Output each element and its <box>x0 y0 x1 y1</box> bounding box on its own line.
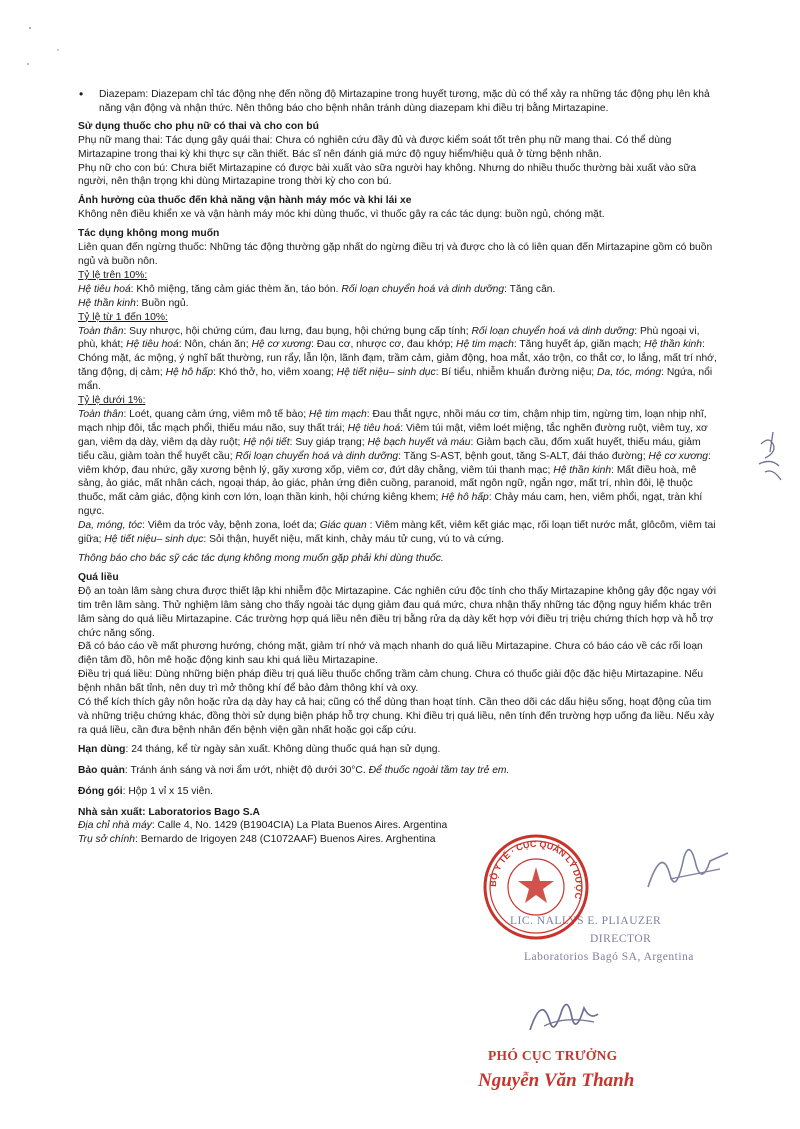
adverse-group1-title: Tỷ lệ trên 10%: <box>78 269 148 281</box>
signer-company: Laboratorios Bagó SA, Argentina <box>524 951 694 963</box>
overdose-paragraph-3: Điều trị quá liều: Dùng những biện pháp điều trị quá liều thuốc chống trầm cảm chung. Chưa có thuốc giải độc đặc hiệu Mirtazapine. Nếu bệnh nhân bất tỉnh, nên duy trì mở thông khí để bảo đảm thông khí và oxy. <box>78 669 704 695</box>
diazepam-label: Diazepam <box>99 89 146 100</box>
scan-corner-marks <box>20 20 80 80</box>
shelf-life: Hạn dùng: 24 tháng, kể từ ngày sản xuất. Không dùng thuốc quá hạn sử dụng. <box>78 743 441 755</box>
manufacturer: Nhà sản xuất: Laboratorios Bago S.A <box>78 806 260 818</box>
overdose-heading: Quá liều <box>78 571 119 583</box>
diazepam-text: : Diazepam chỉ tác động nhẹ đến nồng độ Mirtazapine trong huyết tương, mặc dù có thể xảy ra những tác động phụ lên khả năng vận động và nhận thức. Nên thông báo cho bệnh nhân tránh dùng diazepam khi điều trị bằng Mirtazapine. <box>99 89 710 114</box>
signer-title: DIRECTOR <box>590 933 652 945</box>
adverse-notice: Thông báo cho bác sỹ các tác dụng không mong muốn gặp phải khi dùng thuốc. <box>78 553 444 564</box>
adverse-intro: Liên quan đến ngừng thuốc: Những tác động thường gặp nhất do ngừng điều trị và được cho là có liên quan đến Mirtazapine gồm có buồn ngủ và buồn nôn. <box>78 242 713 267</box>
adverse-group1-line2: Hệ thần kinh: Buồn ngủ. <box>78 297 189 309</box>
margin-handwriting-icon <box>755 430 790 485</box>
pregnancy-paragraph: Phụ nữ mang thai: Tác dụng gây quái thai: Chưa có nghiên cứu đầy đủ và được kiểm soát tốt trên phụ nữ mang thai. Có thể dùng Mirtazapine trong thai kỳ khi thực sự cần thiết. Bác sĩ nên đánh giá mức độ nguy hiểm/hiệu quả ở từng bệnh nhân. <box>78 134 672 160</box>
signature-center-icon <box>524 990 604 1045</box>
overdose-paragraph-2: Đã có báo cáo về mất phương hướng, chóng mặt, giảm trí nhớ và mạch nhanh do quá liều Mirtazapine. Chưa có báo cáo về các rối loạn điện tâm đồ, hôn mê hoặc động kinh sau khi quá liều Mirtazapine. <box>78 641 703 667</box>
pregnancy-heading: Sử dụng thuốc cho phụ nữ có thai và cho con bú <box>78 120 319 132</box>
packaging: Đóng gói: Hộp 1 vỉ x 15 viên. <box>78 785 214 797</box>
adverse-group1-line1: Hệ tiêu hoá: Khô miệng, tăng cảm giác thèm ăn, táo bón. Rối loạn chuyển hoá và dinh dưỡng: Tăng cân. <box>78 283 556 295</box>
diazepam-interaction <box>78 88 718 116</box>
adverse-group3-text: Toàn thân: Loét, quang cảm ứng, viêm mô tế bào; Hệ tim mạch: Đau thắt ngực, nhồi máu cơ tim, chậm nhịp tim, ngừng tim, loạn nhịp nhĩ, mạch nhịp đôi, tắc mạch phổi, thiếu máu não, suy thất trái; Hệ tiêu hoá: Viêm túi mật, viêm loét miệng, tắc nghẽn đường ruột, viêm tuỵ, xơ gan, viêm dạ dày, viêm dạ dày ruột; Hệ nội tiết: Suy giáp trạng; Hệ bạch huyết và máu: Giảm bạch cầu, đốm xuất huyết, thiếu máu, giảm tiểu cầu, giảm toàn thể huyết cầu; Rối loạn chuyển hoá và dinh dưỡng: Tăng S-AST, bệnh gout, tăng S-ALT, đái tháo đường; Hệ cơ xương: viêm khớp, đau nhức, gãy xương bệnh lý, gãy xương xốp, viêm cơ, đứt dây chằng, viêm túi thanh mạc; Hệ thần kinh: Mất điều hoà, mê sảng, ảo giác, mất nhân cách, ngoại tháp, ảo giác, phản ứng điên cuồng, paranoid, mất ngôn ngữ, ngắn ngơ, mất trí, nhìn đôi, lệ thuộc thuốc, mất cảm giác, động kinh cơn lớn, loạn thần kinh, hội chứng kiêng khem; Hệ hô hấp: Chảy máu cam, hen, viêm phổi, ngạt, tràn khí ngực. <box>78 408 711 518</box>
deputy-director-name: Nguyễn Văn Thanh <box>478 1070 635 1091</box>
adverse-group2-text: Toàn thân: Suy nhược, hội chứng cúm, đau lưng, đau bụng, hội chứng bụng cấp tính; Rối loạn chuyển hoá và dinh dưỡng: Phù ngoại vi, phù, khát; Hệ tiêu hoá: Nôn, chán ăn; Hệ cơ xương: Đau cơ, nhược cơ, đau khớp; Hệ tim mạch: Tăng huyết áp, giãn mạch; Hệ thần kinh: Chóng mặt, ác mộng, ý nghĩ bất thường, run rẩy, lẫn lộn, lãnh đạm, trầm cảm, giảm động, hoa mắt, xáo trộn, co thắt cơ, lo lắng, mất trí nhớ, tăng động, dị cảm; Hệ hô hấp: Khó thở, ho, viêm xoang; Hệ tiết niệu– sinh dục: Bí tiểu, nhiễm khuẩn đường niệu; Da, tóc, móng: Ngứa, nổi mẩn. <box>78 325 717 393</box>
deputy-director-title: PHÓ CỤC TRƯỞNG <box>488 1048 618 1063</box>
driving-paragraph: Không nên điều khiển xe và vận hành máy móc khi dùng thuốc, vì thuốc gây ra các tác dụng: buồn ngủ, chóng mặt. <box>78 209 605 221</box>
storage: Bảo quản: Tránh ánh sáng và nơi ẩm ướt, nhiệt độ dưới 30°C. Để thuốc ngoài tầm tay trẻ em. <box>78 764 510 776</box>
adverse-heading: Tác dụng không mong muốn <box>78 228 220 240</box>
signer-name: LIC. NALLYS E. PLIAUZER <box>510 915 662 927</box>
overdose-paragraph-1: Độ an toàn lâm sàng chưa được thiết lập khi nhiễm độc Mirtazapine. Các nghiên cứu độc tính cho thấy Mirtazapine không gây độc ngay với tim trên lâm sàng. Thử nghiệm lâm sàng cho thấy ngoài tác dụng giảm đau quá mức, chưa nhận thấy những tác động nguy hiểm khác trên lâm sàng do quá liều Mirtazapine. Các trường hợp quá liều nên điều trị bằng rửa dạ dày kết hợp với điều trị triệu chứng thích hợp và hỗ trợ chức năng sống. <box>78 585 717 639</box>
adverse-group2-title: Tỷ lệ từ 1 đến 10%: <box>78 311 168 323</box>
breastfeeding-paragraph: Phụ nữ cho con bú: Chưa biết Mirtazapine có được bài xuất vào sữa người hay không. Nhưng do nhiều thuốc thường bài xuất vào sữa người, nên thận trọng khi dùng Mirtazapine trong thời kỳ cho con bú. <box>78 162 697 188</box>
seal-text: BỘ Y TẾ · CỤC QUẢN LÝ DƯỢC <box>487 838 585 901</box>
overdose-paragraph-4: Có thể kích thích gây nôn hoặc rửa dạ dày hay cả hai; cũng có thể dùng than hoạt tính. Cần theo dõi các dấu hiệu sống, hoạt động của tim và những triệu chứng khác, đồng thời sử dụng biện pháp hỗ trợ chung. Khi điều trị quá liều, nên tính đến trường hợp uống đa liều. Nếu xảy ra quá liều, cần đưa bệnh nhân đến bệnh viện gần nhất hoặc gọi cấp cứu. <box>78 697 715 736</box>
adverse-group3-title: Tỷ lệ dưới 1%: <box>78 395 146 407</box>
factory-address: Địa chỉ nhà máy: Calle 4, No. 1429 (B1904CIA) La Plata Buenos Aires. Argentina <box>78 820 448 832</box>
document-body <box>78 88 718 847</box>
head-office-address: Trụ sở chính: Bernardo de Irigoyen 248 (C1072AAF) Buenos Aires. Arghentina <box>78 834 436 846</box>
driving-heading: Ảnh hưởng của thuốc đến khả năng vận hành máy móc và khi lái xe <box>78 195 412 207</box>
ministry-seal-icon <box>482 833 590 941</box>
adverse-group3-text-2: Da, móng, tóc: Viêm da tróc vảy, bệnh zona, loét da; Giác quan : Viêm màng kết, viêm kết giác mạc, rối loạn tiết nước mắt, glôcôm, viêm tai giữa; Hệ tiết niệu– sinh dục: Sỏi thận, huyết niệu, mất kinh, chảy máu tử cung, vú to và cứng. <box>78 520 716 546</box>
